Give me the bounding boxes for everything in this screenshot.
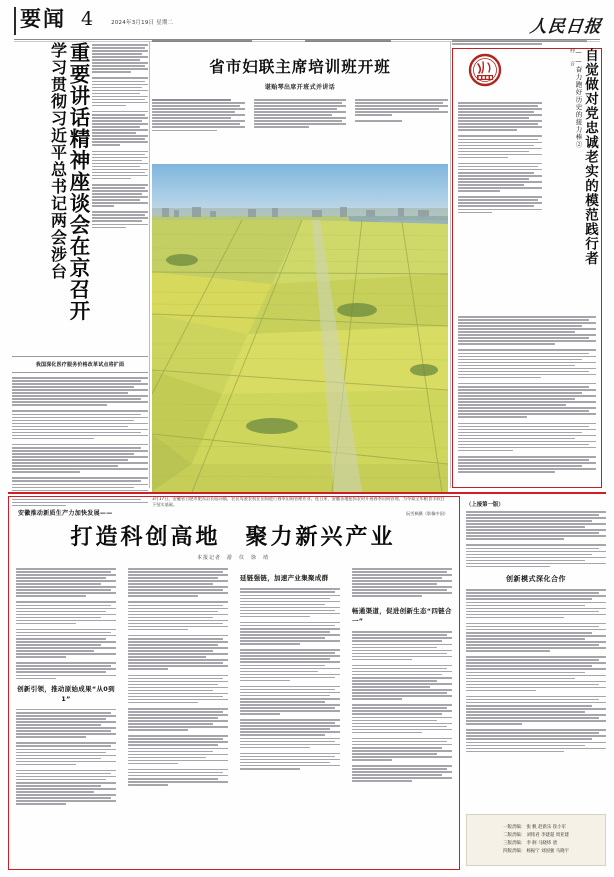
bottom-right-lower xyxy=(466,589,606,752)
commentary-body-lower xyxy=(458,316,596,474)
feature-subhead-3: 畅通渠道，促进创新生态“四链合一” xyxy=(352,607,452,625)
masthead xyxy=(0,6,614,40)
credit-cell: 刘铭君 xyxy=(526,832,540,838)
credit-cell: 二版责编： xyxy=(503,832,526,838)
column-divider-1 xyxy=(149,42,150,488)
credit-cell: 唐 xyxy=(552,841,558,846)
section-title: 要闻 xyxy=(20,6,66,31)
feature-col-4 xyxy=(352,568,452,806)
seal-graphic xyxy=(464,50,506,90)
photo-credit: 阮雪枫摄（影像中国） xyxy=(406,510,448,516)
center-body-col-1 xyxy=(152,99,245,133)
center-body-col-3 xyxy=(355,99,448,133)
commentary-headline-group xyxy=(569,48,596,308)
credits-grid xyxy=(503,824,569,857)
feature-body-columns xyxy=(16,568,452,806)
continuation-note: （上接第一版） xyxy=(466,502,504,508)
feature-headline: 打造科创高地 聚力新兴产业 xyxy=(70,524,396,550)
credit-row xyxy=(503,848,569,856)
editorial-credits-box xyxy=(466,814,606,866)
column-divider-2 xyxy=(450,42,451,488)
left-article-body xyxy=(92,44,148,230)
commentary-author: 仲 音 xyxy=(569,48,575,67)
page-number: 4 xyxy=(81,8,94,30)
left-secondary-headline: 我国深化医疗服务价格改革试点将扩面 xyxy=(35,362,125,368)
sidebar-section-heading: 创新模式深化合作 xyxy=(506,575,566,584)
article-divider-2 xyxy=(12,372,148,373)
left-secondary-article xyxy=(12,352,148,508)
credit-cell: 三版责编： xyxy=(503,841,526,846)
credit-cell: 一版责编： xyxy=(503,824,526,830)
credit-cell: 四版责编： xyxy=(503,849,526,855)
center-headline: 省市妇联主席培训班开班 xyxy=(209,57,391,77)
feature-subhead-2: 延链强链，加速产业集聚成群 xyxy=(240,574,329,582)
credit-cell: 李 舸 xyxy=(526,841,537,846)
commentary-subheadline: ——奋力跑好历史的接力棒② xyxy=(574,48,583,149)
credit-row xyxy=(503,840,569,848)
article-divider xyxy=(12,356,148,357)
credit-cell: 崔小军 xyxy=(552,824,566,830)
bottom-region xyxy=(0,496,614,874)
commentary-body-upper xyxy=(458,102,542,215)
credit-cell: 张 帆 xyxy=(526,824,537,830)
feature-col-3 xyxy=(240,568,340,806)
section-separator-red xyxy=(8,492,606,494)
feature-col-2 xyxy=(128,568,228,806)
right-commentary-column xyxy=(452,40,602,488)
center-preheader-left xyxy=(152,40,295,43)
bottom-right-column xyxy=(466,496,606,754)
commentary-headline: 自觉做对党忠诚老实的模范践行者 xyxy=(582,48,598,266)
aerial-farmland-photo-graphic xyxy=(152,164,448,492)
left-article-column xyxy=(12,40,148,488)
credit-cell: 赵新乐 xyxy=(538,824,552,830)
publication-date: 2024年3月19日 星期二 xyxy=(111,20,174,26)
feature-byline: 本报记者 游 仪 徐 靖 xyxy=(196,555,269,561)
credit-row xyxy=(503,832,569,840)
credit-row xyxy=(503,824,569,832)
center-preheader-right xyxy=(305,40,448,43)
credit-cell: 马晓宇 xyxy=(555,849,569,855)
credit-cell: 李建超 xyxy=(541,832,555,838)
credit-cell: 马晓炜 xyxy=(538,841,552,846)
left-headline-sub: 学习贯彻习近平总书记两会涉台 xyxy=(48,42,68,280)
left-headline-group xyxy=(12,42,88,342)
credit-cell: 杨振宁 xyxy=(526,849,540,855)
center-body-columns xyxy=(152,99,448,133)
masthead-left xyxy=(14,8,173,29)
credit-cell: 刘国强 xyxy=(541,849,555,855)
publication-logo: 人民日报 xyxy=(528,17,603,37)
center-article-column xyxy=(152,40,448,133)
feature-kicker: 安徽推动新质生产力加快发展—— xyxy=(18,510,113,517)
center-subheadline: 谌贻琴出席开班式并讲话 xyxy=(264,84,336,92)
photo-caption-text: 3月17日，安徽省合肥市肥东县长临河镇，农民驾驶农机在田间进行春季田间管理作业。连日来，安徽各地抢抓农时开展春季田间管理，为夺取全年粮食丰收打下坚实基础。 xyxy=(152,496,445,508)
left-secondary-body xyxy=(12,377,148,506)
peoples-tribune-seal-icon xyxy=(464,50,506,90)
left-headline-main: 重要讲话精神座谈会在京召开 xyxy=(66,42,90,322)
center-body-col-2 xyxy=(254,99,347,133)
feature-col-1 xyxy=(16,568,116,806)
feature-photo xyxy=(152,164,448,492)
feature-subhead-1: 创新引领，推动原始成果“从0到1” xyxy=(17,685,115,703)
credit-cell: 周亚建 xyxy=(555,832,569,838)
bottom-right-upper xyxy=(466,500,606,567)
